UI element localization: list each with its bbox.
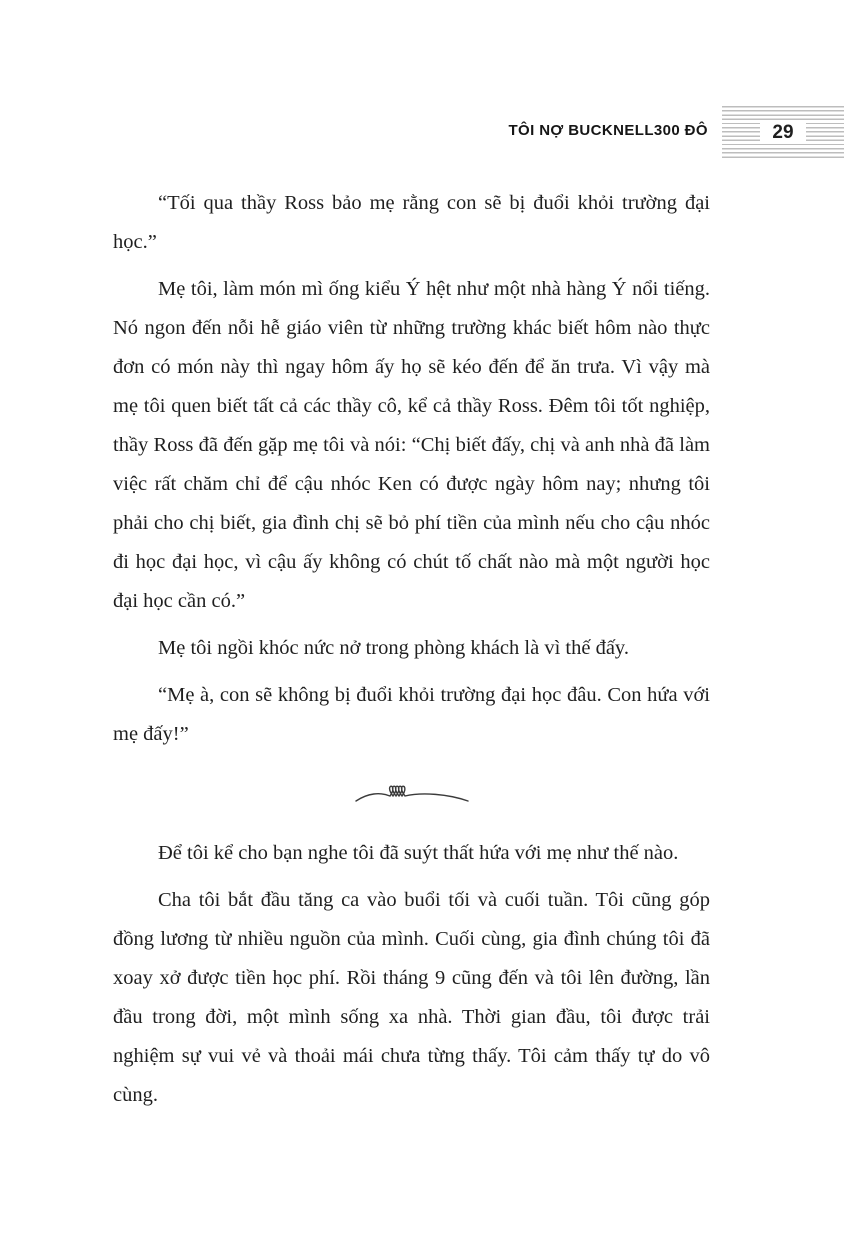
- paragraph: Để tôi kể cho bạn nghe tôi đã suýt thất hứa với mẹ như thế nào.: [158, 842, 679, 864]
- running-header-title: TÔI NỢ BUCKNELL300 ĐÔ: [508, 122, 708, 139]
- page-header: [0, 106, 844, 158]
- page-number: 29: [760, 121, 805, 144]
- paragraph: “Mẹ à, con sẽ không bị đuổi khỏi trường đại học đâu. Con hứa với mẹ đấy!”: [113, 684, 710, 745]
- section-divider: [113, 782, 710, 812]
- paragraph: Mẹ tôi ngồi khóc nức nở trong phòng khách là vì thế đấy.: [158, 637, 629, 659]
- paragraph: Cha tôi bắt đầu tăng ca vào buổi tối và cuối tuần. Tôi cũng góp đồng lương từ nhiều nguồn của mình. Cuối cùng, gia đình chúng tôi đã xoay xở được tiền học phí. Rồi tháng 9 cũng đến và tôi lên đường, lần đầu trong đời, một mình sống xa nhà. Thời gian đầu, tôi được trải nghiệm sự vui vẻ và thoải mái chưa từng thấy. Tôi cảm thấy tự do vô cùng.: [113, 889, 710, 1106]
- paragraph: Mẹ tôi, làm món mì ống kiểu Ý hệt như một nhà hàng Ý nổi tiếng. Nó ngon đến nỗi hễ giáo viên từ những trường khác biết hôm nào thực đơn có món này thì ngay hôm ấy họ sẽ kéo đến để ăn trưa. Vì vậy mà mẹ tôi quen biết tất cả các thầy cô, kể cả thầy Ross. Đêm tôi tốt nghiệp, thầy Ross đã đến gặp mẹ tôi và nói: “Chị biết đấy, chị và anh nhà đã làm việc rất chăm chỉ để cậu nhóc Ken có được ngày hôm nay; nhưng tôi phải cho chị biết, gia đình chị sẽ bỏ phí tiền của mình nếu cho cậu nhóc đi học đại học, vì cậu ấy không có chút tố chất nào mà một người học đại học cần có.”: [113, 278, 710, 612]
- flourish-icon: [352, 784, 472, 810]
- paragraph: “Tối qua thầy Ross bảo mẹ rằng con sẽ bị đuổi khỏi trường đại học.”: [113, 192, 710, 253]
- page-body: [113, 184, 710, 1123]
- page-number-stripes: [722, 106, 844, 158]
